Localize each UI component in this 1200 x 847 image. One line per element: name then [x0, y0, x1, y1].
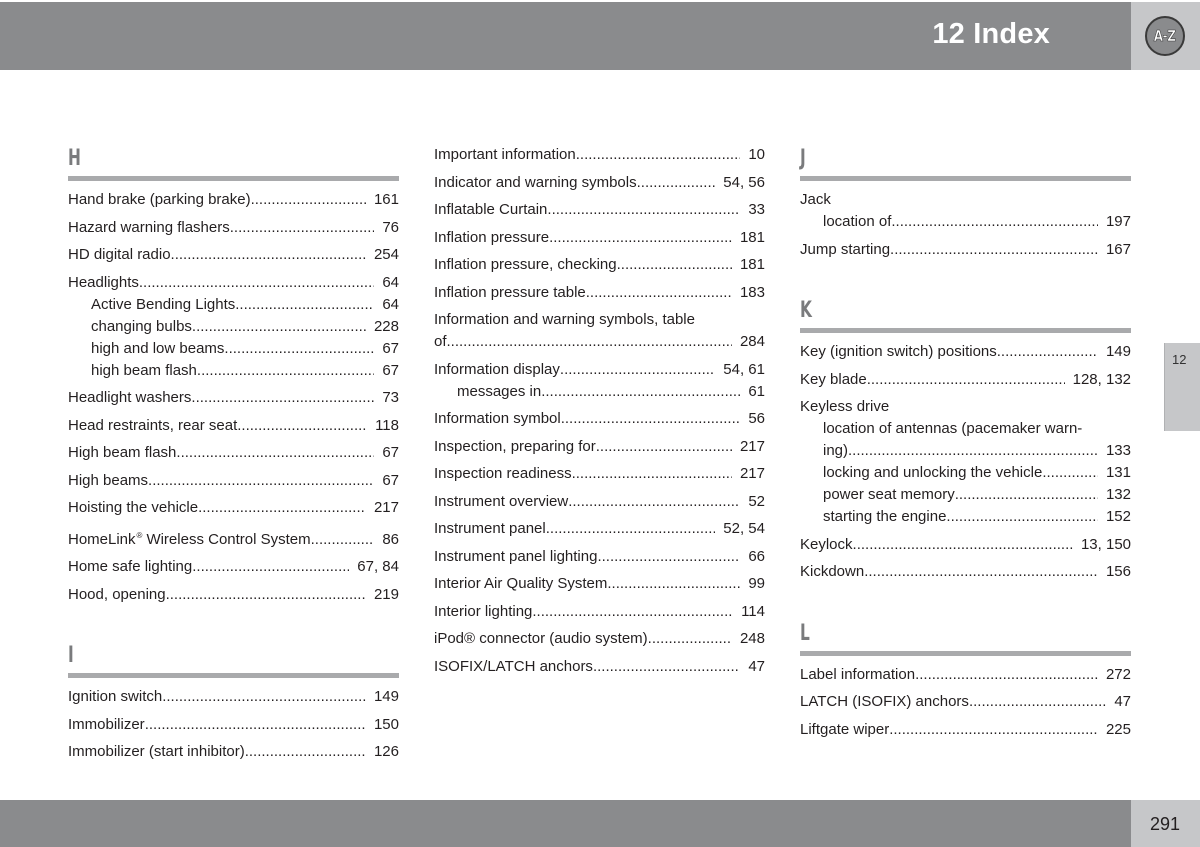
page-ref: 67	[382, 361, 399, 379]
index-entry[interactable]: Keyless drive location of antennas (pacemaker warn- ing) ..... 133 locking and unlocking the vehicle ..... 131 power seat memory ..... 132 starting the engine ..... 152	[800, 396, 1131, 528]
page-ref: 161	[373, 191, 399, 208]
page-number: 291	[1150, 814, 1181, 834]
chapter-header-bar	[0, 2, 1131, 70]
section-letter: K	[800, 298, 812, 323]
index-entry[interactable]: Jack location of ..... 197	[800, 189, 1131, 233]
section-divider	[800, 176, 1131, 181]
page-ref: 217	[373, 499, 399, 516]
index-entry[interactable]: Information and warning symbols, table of ..... 284	[434, 309, 765, 353]
page-ref: 52, 54	[723, 520, 765, 537]
section-letter: L	[800, 620, 810, 646]
section-letter: I	[68, 643, 74, 668]
page-ref: 217	[739, 437, 765, 455]
page-ref: 118	[375, 416, 399, 434]
index-subentry[interactable]: changing bulbs ..... 228	[68, 316, 399, 338]
page-ref: 248	[739, 630, 765, 647]
index-subentry[interactable]: locking and unlocking the vehicle ..... 131	[800, 462, 1131, 484]
page-ref: 181	[739, 256, 765, 273]
page-ref: 64	[382, 273, 399, 291]
section-l	[800, 615, 1131, 741]
index-entry[interactable]: Interior Air Quality System ..... 99	[434, 573, 765, 595]
page-ref: 86	[382, 530, 399, 548]
section-divider	[68, 673, 399, 678]
index-entry[interactable]: Immobilizer (start inhibitor) ..... 126	[68, 741, 399, 763]
page-ref: 254	[373, 246, 399, 263]
page-ref: 76	[382, 218, 399, 236]
section-k	[800, 292, 1131, 583]
page-ref: 67, 84	[357, 558, 399, 575]
page-ref: 54, 61	[723, 360, 765, 378]
index-subentry[interactable]: high beam flash ..... 67	[68, 360, 399, 382]
page-ref: 67	[382, 444, 399, 461]
index-entry[interactable]: Information display ..... 54, 61 messages in ..... 61	[434, 359, 765, 403]
index-entry[interactable]: Immobilizer ..... 150	[68, 714, 399, 736]
page-ref: 225	[1105, 720, 1131, 738]
index-subentry[interactable]: location of antennas (pacemaker warn- ing) ..... 133	[800, 418, 1131, 462]
index-entry[interactable]: Hazard warning flashers ..... 76	[68, 217, 399, 239]
page-ref: 99	[748, 575, 765, 592]
page-ref: 149	[373, 688, 399, 705]
index-entry[interactable]: iPod® connector (audio system) ..... 248	[434, 628, 765, 650]
chapter-title: 12 Index	[932, 18, 1050, 50]
section-letter: H	[68, 146, 81, 171]
page-ref: 61	[748, 382, 765, 400]
page-ref: 156	[1105, 563, 1131, 580]
index-entry[interactable]: Instrument overview ..... 52	[434, 491, 765, 513]
index-entry[interactable]: Head restraints, rear seat ..... 118	[68, 415, 399, 437]
footer-bar	[0, 800, 1131, 847]
index-entry[interactable]: Instrument panel lighting ..... 66	[434, 546, 765, 568]
index-column-2	[434, 144, 765, 683]
index-entry[interactable]: Instrument panel ..... 52, 54	[434, 518, 765, 540]
index-subentry[interactable]: starting the engine ..... 152	[800, 506, 1131, 528]
page-ref: 149	[1105, 343, 1131, 360]
index-entry[interactable]: Important information ..... 10	[434, 144, 765, 166]
index-entry[interactable]: Key blade ..... 128, 132	[800, 369, 1131, 391]
index-subentry[interactable]: high and low beams ..... 67	[68, 338, 399, 360]
page-ref: 114	[741, 602, 765, 620]
index-entry[interactable]: Hand brake (parking brake) ..... 161	[68, 189, 399, 211]
index-entry[interactable]: HomeLink® Wireless Control System ..... 86	[68, 525, 399, 551]
index-entry[interactable]: High beams ..... 67	[68, 470, 399, 492]
page-ref: 167	[1105, 240, 1131, 258]
index-entry[interactable]: Jump starting ..... 167	[800, 239, 1131, 261]
index-entry[interactable]: Home safe lighting ..... 67, 84	[68, 556, 399, 578]
index-entry[interactable]: Inspection readiness ..... 217	[434, 463, 765, 485]
index-entry[interactable]: Indicator and warning symbols ..... 54, 56	[434, 172, 765, 194]
index-subentry[interactable]: power seat memory ..... 132	[800, 484, 1131, 506]
a-z-index-icon: A-Z	[1145, 16, 1185, 56]
page-ref: 272	[1105, 665, 1131, 683]
page-ref: 67	[382, 471, 399, 489]
index-column-1	[68, 140, 399, 769]
section-i	[68, 637, 399, 763]
page-ref: 54, 56	[723, 173, 765, 191]
index-subentry[interactable]: location of ..... 197	[800, 211, 1131, 233]
index-entry[interactable]: Information symbol ..... 56	[434, 408, 765, 430]
index-entry[interactable]: Label information ..... 272	[800, 664, 1131, 686]
page-ref: 284	[739, 333, 765, 350]
section-divider	[68, 176, 399, 181]
index-entry[interactable]: Key (ignition switch) positions ..... 149	[800, 341, 1131, 363]
index-entry[interactable]: LATCH (ISOFIX) anchors ..... 47	[800, 691, 1131, 713]
index-entry[interactable]: Headlights ..... 64 Active Bending Lights ..... 64 changing bulbs ..... 228 high and low beams ..... 67 high beam flash ..... 67	[68, 272, 399, 382]
page-ref: 47	[748, 657, 765, 675]
chapter-side-tab[interactable]	[1164, 343, 1200, 431]
page-ref: 181	[739, 228, 765, 246]
page-ref: 66	[748, 547, 765, 565]
index-entry[interactable]: Inflation pressure table ..... 183	[434, 282, 765, 304]
index-entry[interactable]: Inflatable Curtain ..... 33	[434, 199, 765, 221]
page-ref: 56	[748, 410, 765, 427]
page-ref: 47	[1114, 693, 1131, 710]
index-entry[interactable]: Keylock ..... 13, 150	[800, 534, 1131, 556]
page-ref: 13, 150	[1080, 535, 1131, 553]
registered-mark: ®	[136, 530, 143, 540]
index-entry[interactable]: Inflation pressure, checking ..... 181	[434, 254, 765, 276]
index-entry[interactable]: Hood, opening ..... 219	[68, 584, 399, 606]
index-entry[interactable]: Inflation pressure ..... 181	[434, 227, 765, 249]
index-column-3	[800, 140, 1131, 746]
section-h	[68, 140, 399, 606]
section-divider	[800, 651, 1131, 656]
page-ref: 131	[1105, 464, 1131, 481]
page-ref: 73	[382, 389, 399, 406]
index-entry[interactable]: HD digital radio ..... 254	[68, 244, 399, 266]
index-entry[interactable]: Inspection, preparing for ..... 217	[434, 436, 765, 458]
page-ref: 133	[1105, 442, 1131, 459]
index-subentry[interactable]: messages in ..... 61	[434, 381, 765, 403]
index-entry[interactable]: High beam flash ..... 67	[68, 442, 399, 464]
page-ref: 197	[1105, 213, 1131, 230]
page-ref: 33	[748, 201, 765, 218]
page-ref: 217	[739, 465, 765, 482]
page-ref: 150	[373, 715, 399, 733]
index-entry[interactable]: Kickdown ..... 156	[800, 561, 1131, 583]
page-ref: 52	[748, 492, 765, 510]
index-entry[interactable]: Interior lighting ..... 114	[434, 601, 765, 623]
index-subentry[interactable]: Active Bending Lights ..... 64	[68, 294, 399, 316]
section-j	[800, 140, 1131, 261]
index-entry[interactable]: Hoisting the vehicle ..... 217	[68, 497, 399, 519]
section-letter: J	[800, 146, 806, 171]
page-ref: 219	[373, 585, 399, 603]
page-ref: 228	[373, 317, 399, 335]
page-ref: 126	[373, 743, 399, 760]
chapter-number: 12	[1172, 352, 1187, 367]
page-ref: 64	[382, 295, 399, 313]
index-entry[interactable]: Headlight washers ..... 73	[68, 387, 399, 409]
index-entry[interactable]: Liftgate wiper ..... 225	[800, 719, 1131, 741]
page-ref: 128, 132	[1072, 370, 1131, 388]
page-ref: 132	[1105, 486, 1131, 503]
section-divider	[800, 328, 1131, 333]
page-ref: 10	[748, 146, 765, 163]
page-ref: 183	[739, 283, 765, 301]
index-entry[interactable]: Ignition switch ..... 149	[68, 686, 399, 708]
page-ref: 67	[382, 339, 399, 357]
index-entry[interactable]: ISOFIX/LATCH anchors ..... 47	[434, 656, 765, 678]
page-ref: 152	[1105, 508, 1131, 525]
